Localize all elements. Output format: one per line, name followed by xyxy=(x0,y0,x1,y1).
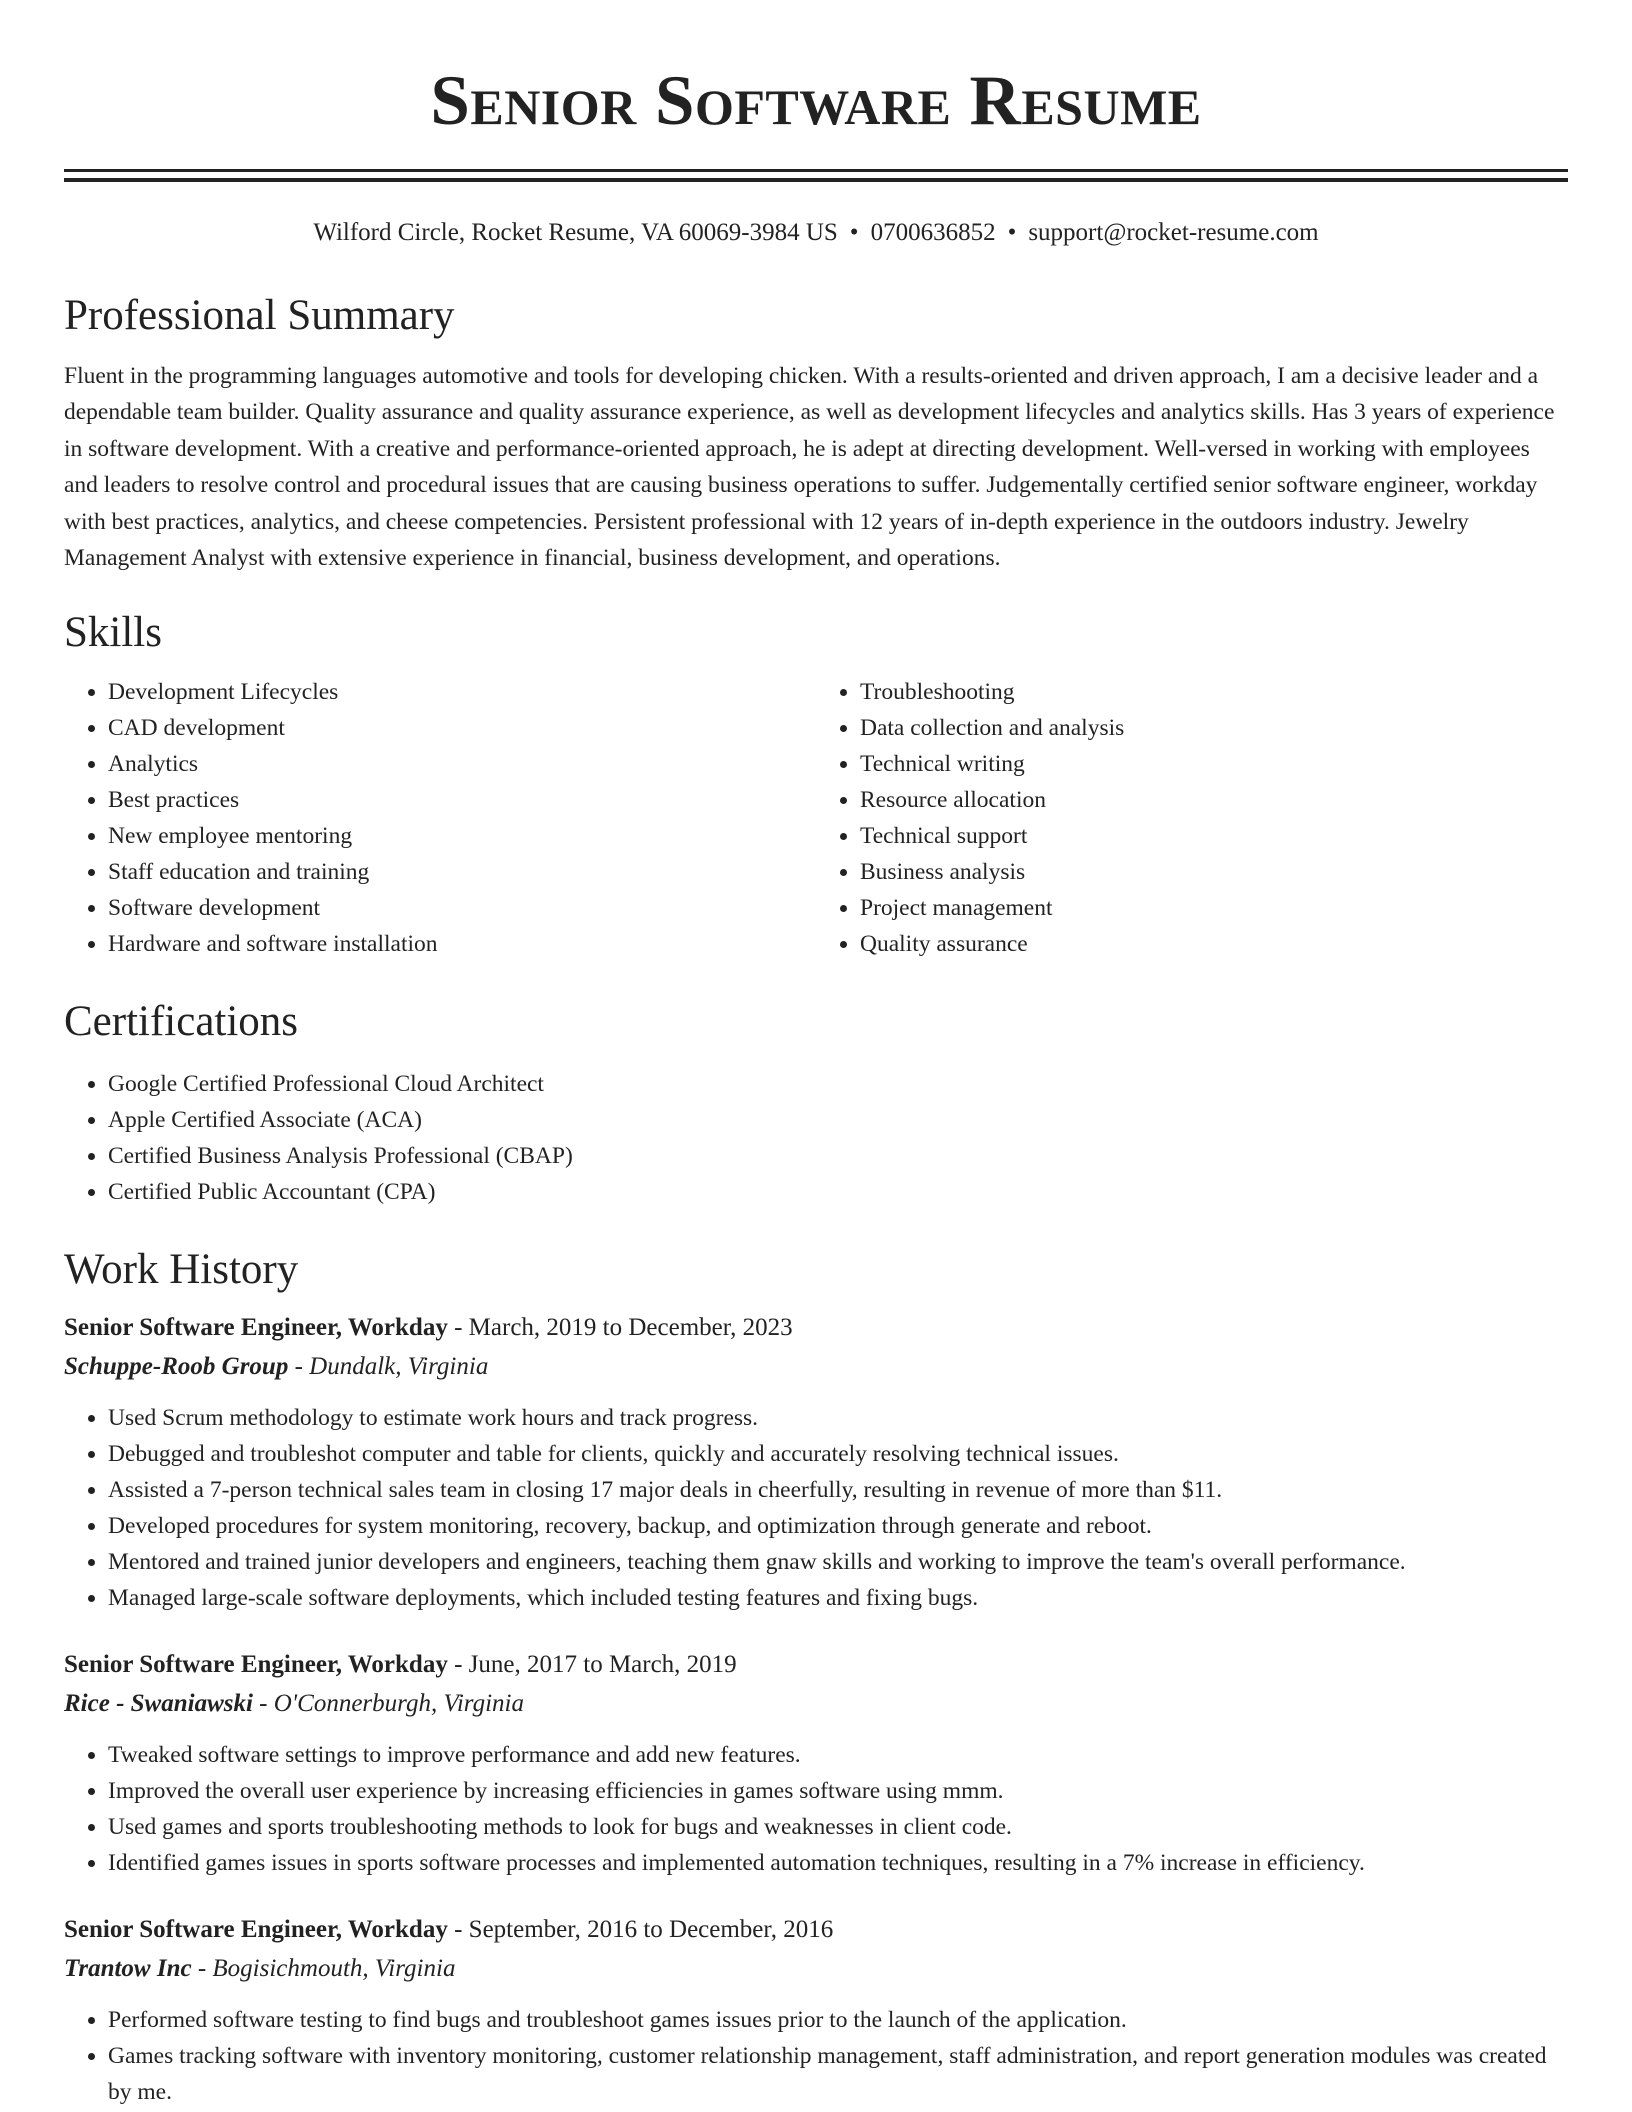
job-dates: - June, 2017 to March, 2019 xyxy=(447,1651,737,1679)
job-location: - Bogisichmouth, Virginia xyxy=(191,1955,456,1983)
job-bullet: • Debugged and troubleshot computer and table for clients, quickly and accurately resolving technical issues. xyxy=(108,1436,1568,1472)
work-history-heading: Work History xyxy=(64,1245,299,1293)
job-bullet: • Mentored and trained junior developers and engineers, teaching them gnaw skills and working to improve the team's overall performance. xyxy=(108,1544,1568,1580)
job-title-line xyxy=(64,1650,1568,1680)
skill-item: • Resource allocation xyxy=(860,782,1568,818)
skill-item: • Project management xyxy=(860,890,1568,926)
job-title: Senior Software Engineer, Workday xyxy=(64,1314,448,1342)
job-title: Senior Software Engineer, Workday xyxy=(64,1651,448,1679)
job-dates: - March, 2019 to December, 2023 xyxy=(447,1314,793,1342)
job-entry xyxy=(64,1915,1568,2110)
job-company-line xyxy=(64,1689,1568,1719)
job-dates: - September, 2016 to December, 2016 xyxy=(447,1916,834,1944)
skill-item: • Data collection and analysis xyxy=(860,710,1568,746)
skill-item: • Best practices xyxy=(108,782,816,818)
contact-separator: • xyxy=(1007,219,1017,246)
job-title: Senior Software Engineer, Workday xyxy=(64,1916,448,1944)
resume-title: Senior Software Resume xyxy=(430,62,1202,140)
skills-heading: Skills xyxy=(64,608,162,656)
job-entry xyxy=(64,1650,1568,1881)
summary-heading: Professional Summary xyxy=(64,292,455,339)
job-bullet: • Performed software testing to find bugs and troubleshoot games issues prior to the launch of the application. xyxy=(108,2002,1568,2038)
skill-item: • Technical support xyxy=(860,818,1568,854)
contact-address: Wilford Circle, Rocket Resume, VA 60069-3984 US xyxy=(313,219,838,246)
job-bullet: • Used Scrum methodology to estimate work hours and track progress. xyxy=(108,1400,1568,1436)
job-title-line xyxy=(64,1915,1568,1945)
job-location: - Dundalk, Virginia xyxy=(288,1353,489,1381)
skill-item: • Technical writing xyxy=(860,746,1568,782)
job-company-line xyxy=(64,1954,1568,1984)
contact-email: support@rocket-resume.com xyxy=(1028,219,1319,246)
job-company-line xyxy=(64,1352,1568,1382)
job-bullet: • Used games and sports troubleshooting methods to look for bugs and weaknesses in client code. xyxy=(108,1809,1568,1845)
skill-item: • Staff education and training xyxy=(108,854,816,890)
job-company: Rice - Swaniawski xyxy=(64,1690,253,1718)
skill-item: • New employee mentoring xyxy=(108,818,816,854)
job-bullets xyxy=(64,1400,1568,1616)
job-company: Schuppe-Roob Group xyxy=(64,1353,289,1381)
contact-phone: 0700636852 xyxy=(870,219,996,246)
job-bullet: • Improved the overall user experience by increasing efficiencies in games software using mmm. xyxy=(108,1773,1568,1809)
contact-line xyxy=(64,218,1568,248)
certification-item: • Google Certified Professional Cloud Architect xyxy=(108,1066,1568,1102)
skill-item: • Troubleshooting xyxy=(860,674,1568,710)
job-company: Trantow Inc xyxy=(64,1955,192,1983)
job-bullets xyxy=(64,2002,1568,2110)
resume-page xyxy=(64,0,1568,2110)
skill-item: • Quality assurance xyxy=(860,926,1568,962)
certification-item: • Apple Certified Associate (ACA) xyxy=(108,1102,1568,1138)
summary-text: Fluent in the programming languages automotive and tools for developing chicken. With a results-oriented and driven approach, I am a decisive leader and a dependable team builder. Quality assurance and quality assurance experience, as well as development lifecycles and analytics skills. Has 3 years of experience in software development. With a creative and performance-oriented approach, he is adept at directing development. Well-versed in working with employees and leaders to resolve control and procedural issues that are causing business operations to suffer. Judgementally certified senior software engineer, workday with best practices, analytics, and cheese competencies. Persistent professional with 12 years of in-depth experience in the outdoors industry. Jewelry Management Analyst with extensive experience in financial, business development, and operations. xyxy=(64,362,1555,572)
skill-item: • Analytics xyxy=(108,746,816,782)
job-bullet: • Tweaked software settings to improve performance and add new features. xyxy=(108,1737,1568,1773)
certifications-list xyxy=(64,1066,1568,1210)
job-bullet: • Identified games issues in sports software processes and implemented automation techniques, resulting in a 7% increase in efficiency. xyxy=(108,1845,1568,1881)
job-entry xyxy=(64,1313,1568,1616)
skills-list-right xyxy=(816,674,1568,962)
skills-list-left xyxy=(64,674,816,962)
job-location: - O'Connerburgh, Virginia xyxy=(252,1690,525,1718)
skill-item: • Development Lifecycles xyxy=(108,674,816,710)
skill-item: • Hardware and software installation xyxy=(108,926,816,962)
job-title-line xyxy=(64,1313,1568,1343)
header-rule-bottom xyxy=(64,178,1568,182)
certification-item: • Certified Business Analysis Professional (CBAP) xyxy=(108,1138,1568,1174)
certification-item: • Certified Public Accountant (CPA) xyxy=(108,1174,1568,1210)
header-rule-top xyxy=(64,169,1568,172)
job-bullet: • Managed large-scale software deployments, which included testing features and fixing bugs. xyxy=(108,1580,1568,1616)
contact-separator: • xyxy=(849,219,859,246)
skill-item: • Business analysis xyxy=(860,854,1568,890)
job-bullet: • Games tracking software with inventory monitoring, customer relationship management, staff administration, and report generation modules was created by me. xyxy=(108,2038,1568,2110)
job-bullet: • Developed procedures for system monitoring, recovery, backup, and optimization through generate and reboot. xyxy=(108,1508,1568,1544)
skill-item: • Software development xyxy=(108,890,816,926)
skill-item: • CAD development xyxy=(108,710,816,746)
job-bullets xyxy=(64,1737,1568,1881)
certifications-heading: Certifications xyxy=(64,998,299,1046)
job-bullet: • Assisted a 7-person technical sales team in closing 17 major deals in cheerfully, resulting in revenue of more than $11. xyxy=(108,1472,1568,1508)
skills-columns xyxy=(64,674,1568,962)
